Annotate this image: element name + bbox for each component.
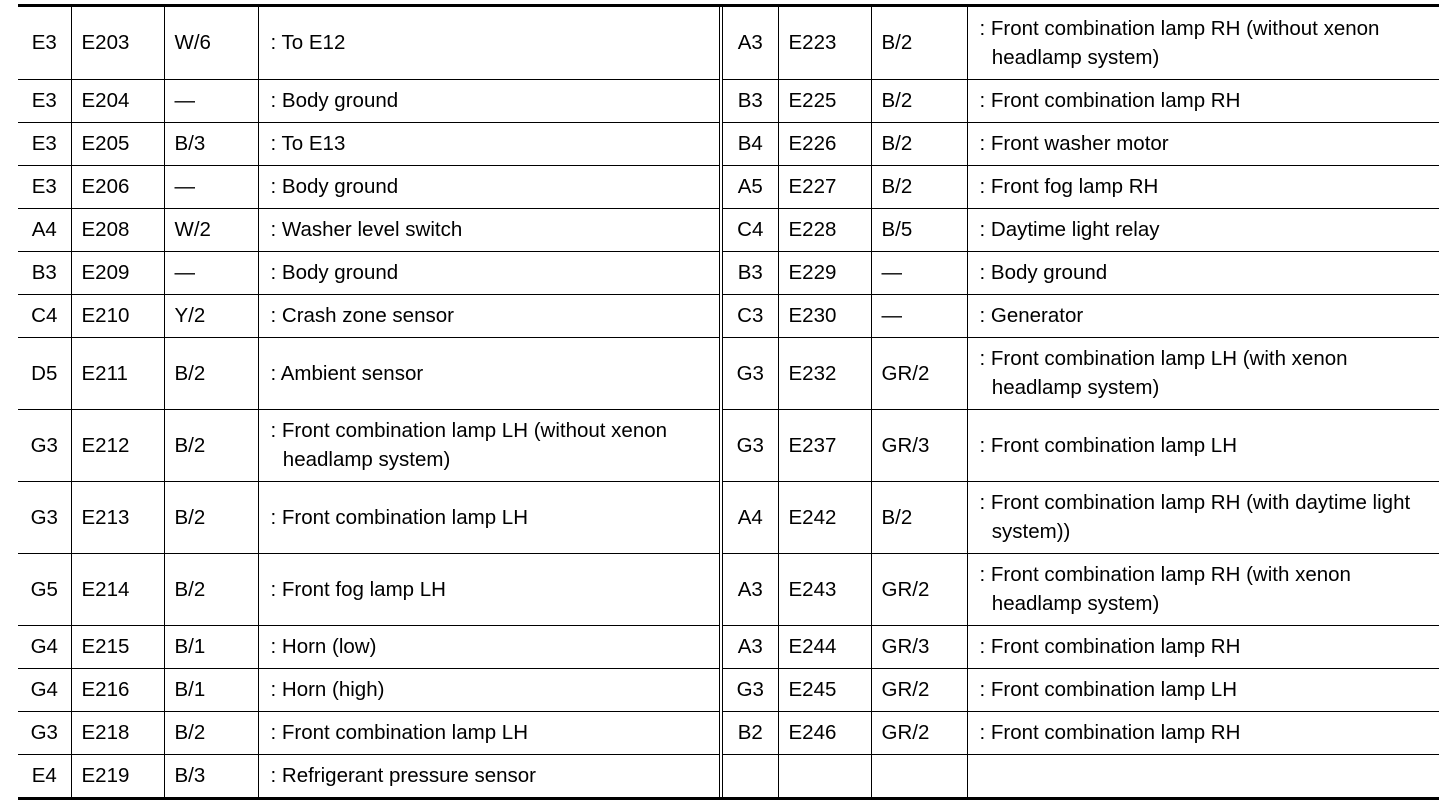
- connector-table: [18, 7, 1439, 797]
- left-connector-description-cell: : Body ground: [258, 165, 721, 208]
- table-row: [18, 711, 1439, 754]
- left-wire-color-pins-cell: —: [164, 165, 258, 208]
- right-connector-number-cell: E226: [778, 122, 871, 165]
- right-connector-description-cell: [967, 754, 1439, 797]
- left-zone-cell: D5: [18, 337, 71, 409]
- left-connector-description-cell: : To E12: [258, 7, 721, 79]
- right-connector-description-cell: : Front combination lamp LH (with xenon headlamp system): [967, 337, 1439, 409]
- right-connector-description-cell: : Front combination lamp RH: [967, 79, 1439, 122]
- right-zone-cell: G3: [721, 668, 778, 711]
- right-connector-description-cell: : Front combination lamp RH: [967, 711, 1439, 754]
- right-zone-cell: A3: [721, 7, 778, 79]
- left-wire-color-pins-cell: —: [164, 251, 258, 294]
- left-connector-description-cell: : Body ground: [258, 251, 721, 294]
- right-connector-number-cell: E237: [778, 409, 871, 481]
- left-connector-number-cell: E212: [71, 409, 164, 481]
- left-connector-description-cell: : Front combination lamp LH: [258, 481, 721, 553]
- right-connector-description-cell: : Front combination lamp LH: [967, 668, 1439, 711]
- right-connector-description-cell: : Body ground: [967, 251, 1439, 294]
- right-wire-color-pins-cell: [871, 754, 967, 797]
- left-zone-cell: G5: [18, 553, 71, 625]
- right-connector-description-cell: : Front combination lamp RH (with daytime light system)): [967, 481, 1439, 553]
- right-zone-cell: G3: [721, 409, 778, 481]
- right-wire-color-pins-cell: —: [871, 251, 967, 294]
- right-wire-color-pins-cell: GR/2: [871, 711, 967, 754]
- left-connector-number-cell: E214: [71, 553, 164, 625]
- right-connector-number-cell: E230: [778, 294, 871, 337]
- right-wire-color-pins-cell: GR/3: [871, 625, 967, 668]
- right-connector-number-cell: [778, 754, 871, 797]
- table-row: [18, 625, 1439, 668]
- right-wire-color-pins-cell: B/2: [871, 481, 967, 553]
- left-connector-number-cell: E219: [71, 754, 164, 797]
- right-zone-cell: B2: [721, 711, 778, 754]
- right-wire-color-pins-cell: B/2: [871, 165, 967, 208]
- table-row: [18, 337, 1439, 409]
- left-wire-color-pins-cell: B/2: [164, 481, 258, 553]
- left-zone-cell: E3: [18, 79, 71, 122]
- left-wire-color-pins-cell: B/2: [164, 337, 258, 409]
- connector-list-sheet: [18, 4, 1439, 800]
- left-connector-description-cell: : Front combination lamp LH (without xenon headlamp system): [258, 409, 721, 481]
- right-zone-cell: A3: [721, 553, 778, 625]
- left-zone-cell: G4: [18, 668, 71, 711]
- table-row: [18, 668, 1439, 711]
- left-connector-description-cell: : Body ground: [258, 79, 721, 122]
- left-wire-color-pins-cell: B/1: [164, 625, 258, 668]
- left-connector-number-cell: E215: [71, 625, 164, 668]
- left-wire-color-pins-cell: B/2: [164, 409, 258, 481]
- table-row: [18, 754, 1439, 797]
- right-zone-cell: B4: [721, 122, 778, 165]
- left-zone-cell: G3: [18, 409, 71, 481]
- table-row: [18, 481, 1439, 553]
- right-wire-color-pins-cell: B/2: [871, 7, 967, 79]
- left-connector-number-cell: E213: [71, 481, 164, 553]
- right-connector-description-cell: : Daytime light relay: [967, 208, 1439, 251]
- left-zone-cell: E3: [18, 122, 71, 165]
- left-wire-color-pins-cell: W/6: [164, 7, 258, 79]
- right-connector-number-cell: E229: [778, 251, 871, 294]
- left-wire-color-pins-cell: B/3: [164, 754, 258, 797]
- right-wire-color-pins-cell: GR/3: [871, 409, 967, 481]
- table-row: [18, 79, 1439, 122]
- right-wire-color-pins-cell: GR/2: [871, 553, 967, 625]
- left-wire-color-pins-cell: B/2: [164, 711, 258, 754]
- left-zone-cell: A4: [18, 208, 71, 251]
- left-connector-number-cell: E211: [71, 337, 164, 409]
- left-connector-description-cell: : Front combination lamp LH: [258, 711, 721, 754]
- left-connector-number-cell: E208: [71, 208, 164, 251]
- right-wire-color-pins-cell: B/5: [871, 208, 967, 251]
- left-connector-number-cell: E206: [71, 165, 164, 208]
- left-connector-number-cell: E205: [71, 122, 164, 165]
- right-connector-description-cell: : Front washer motor: [967, 122, 1439, 165]
- left-wire-color-pins-cell: Y/2: [164, 294, 258, 337]
- left-connector-description-cell: : Ambient sensor: [258, 337, 721, 409]
- right-zone-cell: B3: [721, 79, 778, 122]
- right-connector-description-cell: : Front combination lamp RH (without xenon headlamp system): [967, 7, 1439, 79]
- right-connector-number-cell: E225: [778, 79, 871, 122]
- left-connector-description-cell: : Refrigerant pressure sensor: [258, 754, 721, 797]
- left-zone-cell: C4: [18, 294, 71, 337]
- right-connector-description-cell: : Front combination lamp RH (with xenon headlamp system): [967, 553, 1439, 625]
- table-row: [18, 165, 1439, 208]
- right-zone-cell: A3: [721, 625, 778, 668]
- left-connector-number-cell: E209: [71, 251, 164, 294]
- left-connector-description-cell: : Horn (low): [258, 625, 721, 668]
- right-wire-color-pins-cell: GR/2: [871, 668, 967, 711]
- right-connector-number-cell: E228: [778, 208, 871, 251]
- right-zone-cell: C3: [721, 294, 778, 337]
- table-row: [18, 251, 1439, 294]
- right-zone-cell: A5: [721, 165, 778, 208]
- left-wire-color-pins-cell: B/1: [164, 668, 258, 711]
- table-row: [18, 294, 1439, 337]
- table-row: [18, 553, 1439, 625]
- right-wire-color-pins-cell: B/2: [871, 122, 967, 165]
- left-wire-color-pins-cell: B/3: [164, 122, 258, 165]
- left-wire-color-pins-cell: B/2: [164, 553, 258, 625]
- right-connector-number-cell: E227: [778, 165, 871, 208]
- table-row: [18, 208, 1439, 251]
- right-connector-description-cell: : Generator: [967, 294, 1439, 337]
- left-connector-description-cell: : Horn (high): [258, 668, 721, 711]
- left-connector-number-cell: E204: [71, 79, 164, 122]
- right-connector-description-cell: : Front combination lamp RH: [967, 625, 1439, 668]
- left-zone-cell: B3: [18, 251, 71, 294]
- left-wire-color-pins-cell: W/2: [164, 208, 258, 251]
- right-connector-number-cell: E244: [778, 625, 871, 668]
- right-connector-description-cell: : Front combination lamp LH: [967, 409, 1439, 481]
- left-zone-cell: E4: [18, 754, 71, 797]
- left-wire-color-pins-cell: —: [164, 79, 258, 122]
- right-zone-cell: [721, 754, 778, 797]
- table-row: [18, 7, 1439, 79]
- left-zone-cell: E3: [31, 31, 57, 55]
- right-connector-description-cell: : Front fog lamp RH: [967, 165, 1439, 208]
- right-wire-color-pins-cell: —: [871, 294, 967, 337]
- table-row: [18, 409, 1439, 481]
- left-zone-cell: G4: [18, 625, 71, 668]
- right-wire-color-pins-cell: B/2: [871, 79, 967, 122]
- left-connector-number-cell: E203: [71, 7, 164, 79]
- right-zone-cell: B3: [721, 251, 778, 294]
- right-zone-cell: G3: [721, 337, 778, 409]
- left-zone-cell: E3: [18, 165, 71, 208]
- right-connector-number-cell: E245: [778, 668, 871, 711]
- left-connector-number-cell: E218: [71, 711, 164, 754]
- right-connector-number-cell: E246: [778, 711, 871, 754]
- right-zone-cell: C4: [721, 208, 778, 251]
- right-connector-number-cell: E223: [778, 7, 871, 79]
- left-connector-number-cell: E210: [71, 294, 164, 337]
- left-connector-description-cell: : To E13: [258, 122, 721, 165]
- left-connector-description-cell: : Front fog lamp LH: [258, 553, 721, 625]
- left-connector-number-cell: E216: [71, 668, 164, 711]
- right-wire-color-pins-cell: GR/2: [871, 337, 967, 409]
- left-zone-cell: G3: [18, 481, 71, 553]
- right-connector-number-cell: E243: [778, 553, 871, 625]
- right-connector-number-cell: E232: [778, 337, 871, 409]
- left-connector-description-cell: : Washer level switch: [258, 208, 721, 251]
- left-connector-description-cell: : Crash zone sensor: [258, 294, 721, 337]
- table-row: [18, 122, 1439, 165]
- right-zone-cell: A4: [721, 481, 778, 553]
- right-connector-number-cell: E242: [778, 481, 871, 553]
- left-zone-cell: G3: [18, 711, 71, 754]
